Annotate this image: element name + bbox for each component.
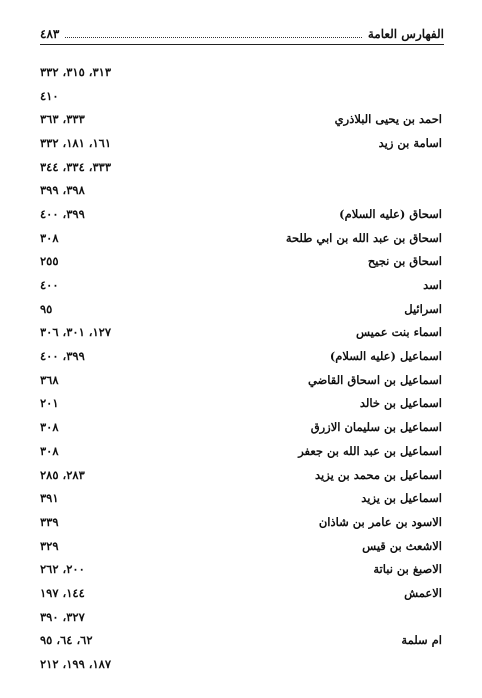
entry-page-refs: ٣٠٨ <box>40 443 59 458</box>
entry-page-refs: ٣١٣، ٣١٥، ٣٣٢ <box>40 64 112 79</box>
entry-page-refs: ٦٢، ٦٤، ٩٥ <box>40 633 93 648</box>
index-entry <box>40 226 442 250</box>
entry-name: الاصبغ بن نباتة <box>373 562 442 577</box>
index-entry <box>40 534 442 558</box>
header-title: الفهارس العامة <box>367 27 444 41</box>
entry-page-refs: ٣٦٨ <box>40 372 59 387</box>
entry-page-refs: ٩٥ <box>40 301 53 316</box>
entry-name: اسماعيل بن محمد بن يزيد <box>315 467 442 482</box>
entry-name: اسحاق (عليه السلام) <box>339 206 442 221</box>
index-entry <box>40 202 442 226</box>
entry-name: اسد <box>423 278 442 293</box>
entry-name: اسرائيل <box>404 301 442 316</box>
entry-page-refs: ٣٠٨ <box>40 230 59 245</box>
index-entry <box>40 84 442 108</box>
entry-page-refs: ١٦١، ١٨١، ٣٣٢ <box>40 135 112 150</box>
index-entry <box>40 392 442 416</box>
entry-page-refs: ٢٨٣، ٢٨٥ <box>40 467 85 482</box>
entry-page-refs: ٣٣٩ <box>40 514 59 529</box>
index-entry <box>40 297 442 321</box>
entry-page-refs: ٤١٠ <box>40 88 59 103</box>
page-number: ٤٨٣ <box>40 27 60 41</box>
entry-name: اسماعيل بن اسحاق القاضي <box>307 372 442 387</box>
header-leader-dots <box>65 31 361 38</box>
index-entry <box>40 131 442 155</box>
entry-name: اسحاق بن نجيح <box>367 254 442 269</box>
entry-name: اسماء بنت عميس <box>355 325 442 340</box>
entry-name: اسماعيل (عليه السلام) <box>329 349 442 364</box>
entry-page-refs: ٢٥٥ <box>40 254 59 269</box>
index-entry <box>40 439 442 463</box>
index-entry <box>40 178 442 202</box>
index-list <box>40 60 442 676</box>
entry-name: اسماعيل بن سليمان الازرق <box>310 420 442 435</box>
index-entry <box>40 463 442 487</box>
entry-page-refs: ٤٠٠ <box>40 278 59 293</box>
index-entry <box>40 107 442 131</box>
entry-page-refs: ٢٠١ <box>40 396 59 411</box>
entry-page-refs: ٣٩١ <box>40 491 59 506</box>
index-entry <box>40 344 442 368</box>
index-entry <box>40 557 442 581</box>
entry-name: اسحاق بن عبد الله بن ابي طلحة <box>285 230 442 245</box>
index-entry <box>40 486 442 510</box>
entry-name: اسامة بن زيد <box>378 135 442 150</box>
entry-page-refs: ٣٢٩ <box>40 538 59 553</box>
entry-name: الاسود بن عامر بن شاذان <box>318 514 442 529</box>
entry-name: اسماعيل بن يزيد <box>361 491 442 506</box>
entry-page-refs: ٣٣٣، ٣٦٣ <box>40 112 85 127</box>
entry-name: احمد بن يحيى البلاذري <box>334 112 442 127</box>
index-entry <box>40 321 442 345</box>
index-entry <box>40 415 442 439</box>
entry-page-refs: ١٢٧، ٣٠١، ٣٠٦ <box>40 325 112 340</box>
entry-name: الاشعث بن قيس <box>362 538 442 553</box>
entry-name: اسماعيل بن عبد الله بن جعفر <box>298 443 442 458</box>
entry-name: اسماعيل بن خالد <box>359 396 442 411</box>
entry-name: الاعمش <box>404 585 442 600</box>
index-entry <box>40 581 442 605</box>
entry-page-refs: ٣٠٨ <box>40 420 59 435</box>
index-entry <box>40 250 442 274</box>
entry-page-refs: ٢٠٠، ٢٦٢ <box>40 562 85 577</box>
entry-name: ام سلمة <box>401 633 442 648</box>
entry-page-refs: ٣٢٧، ٣٩٠ <box>40 609 85 624</box>
entry-page-refs: ٣٩٨، ٣٩٩ <box>40 183 85 198</box>
entry-page-refs: ٣٩٩، ٤٠٠ <box>40 349 85 364</box>
index-entry <box>40 60 442 84</box>
entry-page-refs: ١٤٤، ١٩٧ <box>40 585 85 600</box>
entry-page-refs: ١٨٧، ١٩٩، ٢١٢ <box>40 657 112 672</box>
index-entry <box>40 652 442 676</box>
running-header <box>40 24 444 45</box>
index-entry <box>40 273 442 297</box>
index-entry <box>40 155 442 179</box>
index-entry <box>40 629 442 653</box>
entry-page-refs: ٣٣٣، ٣٣٤، ٣٤٤ <box>40 159 112 174</box>
index-entry <box>40 605 442 629</box>
entry-page-refs: ٣٩٩، ٤٠٠ <box>40 206 85 221</box>
index-entry <box>40 368 442 392</box>
index-entry <box>40 510 442 534</box>
